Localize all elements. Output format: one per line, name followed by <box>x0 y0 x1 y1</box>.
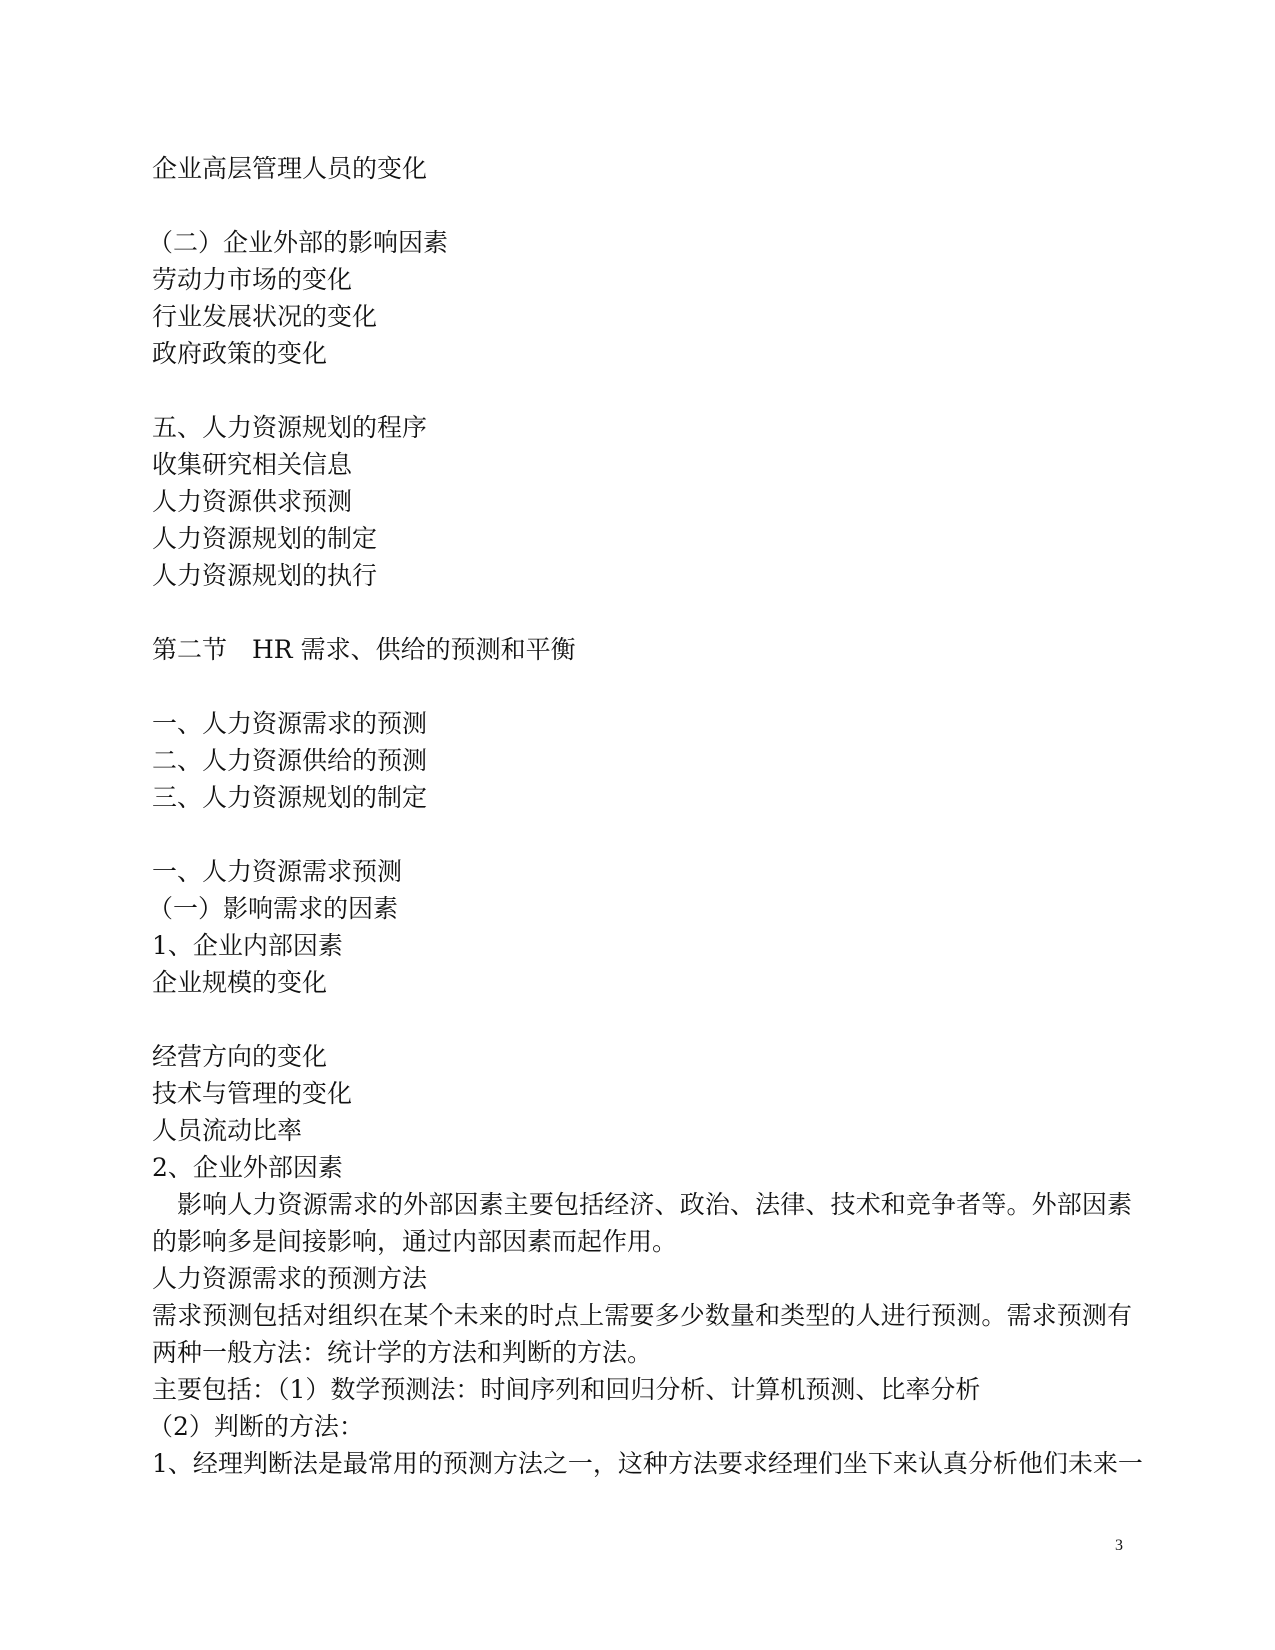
text-line: 行业发展状况的变化 <box>152 302 378 331</box>
outline-item: 一、人力资源需求的预测 <box>152 709 428 738</box>
text-line: 收集研究相关信息 <box>152 450 353 479</box>
text-line: 人力资源规划的制定 <box>152 524 378 553</box>
subsection-heading: 1、企业内部因素 <box>152 931 343 960</box>
blank-line <box>152 187 1132 224</box>
page-number: 3 <box>1115 1537 1123 1554</box>
outline-item: 三、人力资源规划的制定 <box>152 783 428 812</box>
text-line: 1、经理判断法是最常用的预测方法之一，这种方法要求经理们坐下来认真分析他们未来一 <box>152 1449 1143 1478</box>
section-heading: 五、人力资源规划的程序 <box>152 413 428 442</box>
text-line: 人力资源供求预测 <box>152 487 353 516</box>
chapter-heading: 第二节 HR 需求、供给的预测和平衡 <box>152 635 576 664</box>
blank-line <box>152 816 1132 853</box>
text-line: 主要包括：（1）数学预测法：时间序列和回归分析、计算机预测、比率分析 <box>152 1375 981 1404</box>
blank-line <box>152 1001 1132 1038</box>
text-line: 经营方向的变化 <box>152 1042 328 1071</box>
paragraph: 影响人力资源需求的外部因素主要包括经济、政治、法律、技术和竞争者等。外部因素的影响多是间接影响，通过内部因素而起作用。 <box>152 1190 1132 1256</box>
section-heading: 一、人力资源需求预测 <box>152 857 403 886</box>
text-line: 企业规模的变化 <box>152 968 328 997</box>
text-line: 人力资源规划的执行 <box>152 561 378 590</box>
text-line: （2）判断的方法： <box>148 1412 364 1441</box>
text-line: 政府政策的变化 <box>152 339 328 368</box>
blank-line <box>152 372 1132 409</box>
text-line: 劳动力市场的变化 <box>152 265 353 294</box>
outline-item: 二、人力资源供给的预测 <box>152 746 428 775</box>
page-body <box>148 150 1143 1482</box>
subsection-heading: （一）影响需求的因素 <box>148 894 399 923</box>
text-line: 人员流动比率 <box>152 1116 303 1145</box>
paragraph: 需求预测包括对组织在某个未来的时点上需要多少数量和类型的人进行预测。需求预测有两种一般方法：统计学的方法和判断的方法。 <box>152 1301 1132 1367</box>
blank-line <box>152 668 1132 705</box>
text-line: 技术与管理的变化 <box>152 1079 353 1108</box>
subsection-heading: 2、企业外部因素 <box>152 1153 343 1182</box>
blank-line <box>152 594 1132 631</box>
text-line: 人力资源需求的预测方法 <box>152 1264 428 1293</box>
text-line: 企业高层管理人员的变化 <box>152 154 428 183</box>
section-heading: （二）企业外部的影响因素 <box>148 228 449 257</box>
